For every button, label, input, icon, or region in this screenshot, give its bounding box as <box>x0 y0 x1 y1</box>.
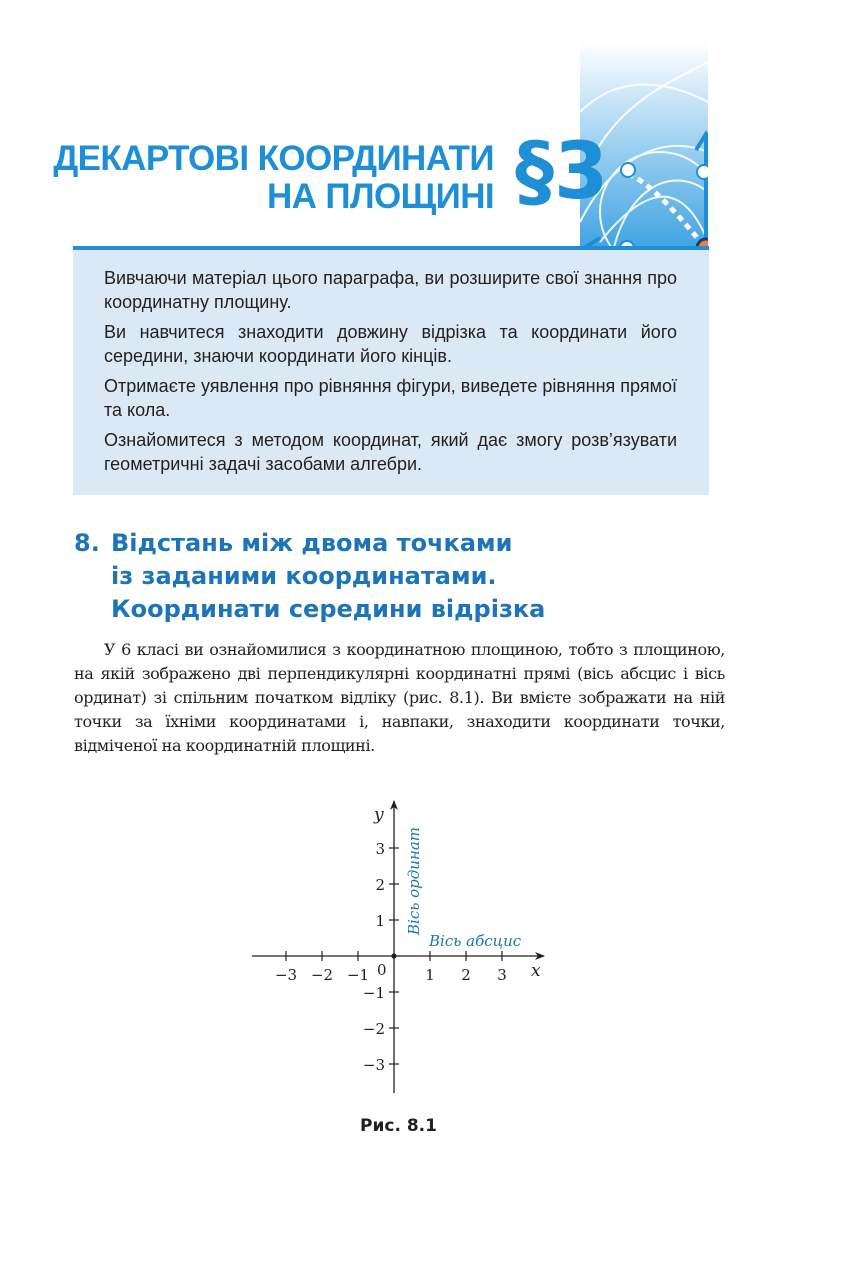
y-tick-label: 1 <box>375 912 385 930</box>
y-tick-label: 3 <box>375 840 385 858</box>
y-axis-label: y <box>374 805 384 825</box>
section-title <box>111 527 631 626</box>
y-tick-label: −2 <box>362 1020 385 1038</box>
body-paragraph: У 6 класі ви ознайомилися з координатною площиною, тобто з площиною, на якій зображено дві перпендикулярні координатні прямі (вісь абсцис і вісь ординат) зі спільним початком відліку (рис. 8.1). Ви вмієте зображати на ній точки за їхніми координатами і, навпаки, знаходити координати точки, відміченої на координатній площині. <box>74 640 725 755</box>
x-tick-label: 3 <box>497 966 507 984</box>
section-title-line-2: із заданими координатами. <box>111 562 497 590</box>
x-tick-label: −1 <box>346 966 370 984</box>
origin-label: 0 <box>377 961 387 979</box>
figure-caption: Рис. 8.1 <box>360 1116 437 1136</box>
y-axis-name: Вісь ординат <box>405 826 423 935</box>
chapter-title-line-1: ДЕКАРТОВІ КООРДИНАТИ <box>53 139 494 178</box>
intro-box <box>73 250 709 495</box>
intro-item-3: Отримаєте уявлення про рівняння фігури, виведете рівняння прямої та кола. <box>104 376 677 420</box>
x-tick-label: 1 <box>425 966 435 984</box>
y-tick-label: −1 <box>362 984 385 1002</box>
y-tick-label: 2 <box>375 876 385 894</box>
origin-point <box>391 953 396 958</box>
section-number: 8. <box>74 529 100 557</box>
section-title-line-3: Координати середини відрізка <box>111 595 546 623</box>
intro-item-4: Ознайомитеся з методом координат, який дає змогу розв’язувати геометричні задачі засобами алгебри. <box>104 430 677 474</box>
x-tick-label: −2 <box>310 966 334 984</box>
x-axis-name: Вісь абсцис <box>429 932 522 950</box>
x-tick-label: −3 <box>274 966 298 984</box>
chapter-title-line-2: НА ПЛОЩИНІ <box>266 177 494 216</box>
chapter-title <box>53 140 494 216</box>
section-title-line-1: Відстань між двома точками <box>111 529 513 557</box>
x-axis-label: x <box>531 961 541 981</box>
y-tick-label: −3 <box>362 1056 385 1074</box>
coordinate-plane-figure <box>240 795 560 1105</box>
x-tick-label: 2 <box>461 966 471 984</box>
paragraph-number: §3 <box>515 127 609 217</box>
intro-item-2: Ви навчитеся знаходити довжину відрізка та координати його середини, знаючи координати його кінців. <box>104 322 677 366</box>
intro-item-1: Вивчаючи матеріал цього параграфа, ви розширите свої знання про координатну площину. <box>104 268 677 312</box>
